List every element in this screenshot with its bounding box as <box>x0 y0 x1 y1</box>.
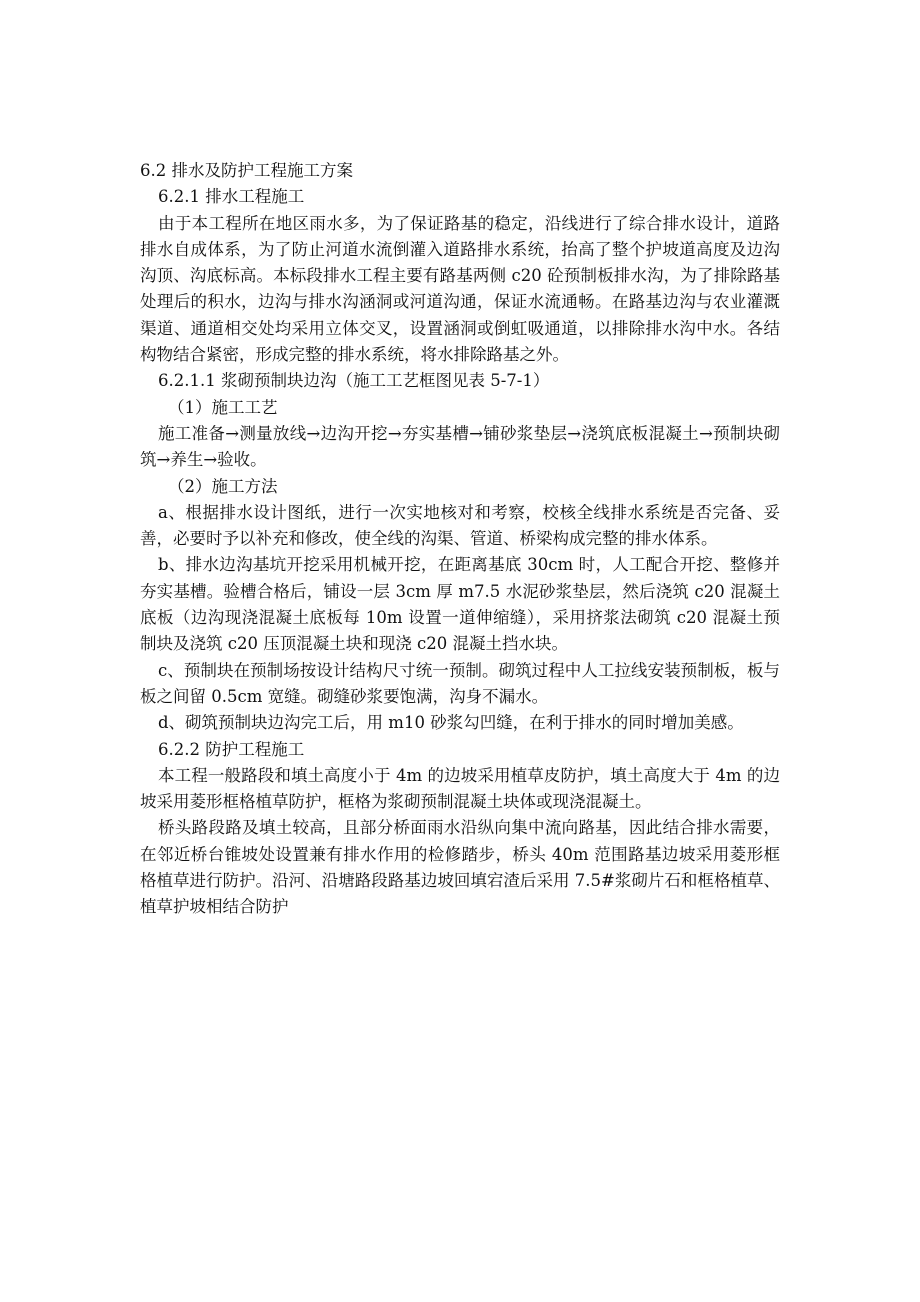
paragraph-method-b: b、排水边沟基坑开挖采用机械开挖，在距离基底 30cm 时，人工配合开挖、整修并夯实基槽。验槽合格后，铺设一层 3cm 厚 m7.5 水泥砂浆垫层，然后浇筑 c20 混凝土底板（边沟现浇混凝土底板每 10m 设置一道伸缩缝），采用挤浆法砌筑 c20 混凝土预制块及浇筑 c20 压顶混凝土块和现浇 c20 混凝土挡水块。 <box>140 555 780 654</box>
paragraph-drainage-overview: 由于本工程所在地区雨水多，为了保证路基的稳定，沿线进行了综合排水设计，道路排水自成体系，为了防止河道水流倒灌入道路排水系统，抬高了整个护坡道高度及边沟沟顶、沟底标高。本标段排水工程主要有路基两侧 c20 砼预制板排水沟，为了排除路基处理后的积水，边沟与排水沟涵洞或河道沟通，保证水流通畅。在路基边沟与农业灌溉渠道、通道相交处均采用立体交叉，设置涵洞或倒虹吸通道，以排除排水沟中水。各结构物结合紧密，形成完整的排水系统，将水排除路基之外。 <box>140 213 780 365</box>
subsection-title-6-2-1: 6.2.1 排水工程施工 <box>158 187 305 207</box>
paragraph-method-a: a、根据排水设计图纸，进行一次实地核对和考察，校核全线排水系统是否完备、妥善，必要时予以补充和修改，使全线的沟渠、管道、桥梁构成完整的排水体系。 <box>140 502 780 549</box>
paragraph-protection-general: 本工程一般路段和填土高度小于 4m 的边坡采用植草皮防护，填土高度大于 4m 的边坡采用菱形框格植草防护，框格为浆砌预制混凝土块体或现浇混凝土。 <box>140 765 780 812</box>
subsection-title-6-2-1-1: 6.2.1.1 浆砌预制块边沟（施工工艺框图见表 5-7-1） <box>158 371 550 391</box>
item-title-construction-process: （1）施工工艺 <box>168 397 278 417</box>
section-title: 6.2 排水及防护工程施工方案 <box>140 161 353 180</box>
item-title-construction-method: （2）施工方法 <box>168 476 278 496</box>
paragraph-method-c: c、预制块在预制场按设计结构尺寸统一预制。砌筑过程中人工拉线安装预制板，板与板之间留 0.5cm 宽缝。砌缝砂浆要饱满，沟身不漏水。 <box>140 660 780 706</box>
subsection-title-6-2-2: 6.2.2 防护工程施工 <box>158 739 305 759</box>
document-body <box>140 158 780 921</box>
paragraph-protection-bridgehead: 桥头路段路及填土较高，且部分桥面雨水沿纵向集中流向路基，因此结合排水需要，在邻近桥台锥坡处设置兼有排水作用的检修踏步，桥头 40m 范围路基边坡采用菱形框格植草进行防护。沿河、沿塘路段路基边坡回填宕渣后采用 7.5#浆砌片石和框格植草、植草护坡相结合防护 <box>140 818 780 917</box>
paragraph-method-d: d、砌筑预制块边沟完工后，用 m10 砂浆勾凹缝，在利于排水的同时增加美感。 <box>158 713 744 733</box>
paragraph-construction-process: 施工准备→测量放线→边沟开挖→夯实基槽→铺砂浆垫层→浇筑底板混凝土→预制块砌筑→养生→验收。 <box>140 423 780 470</box>
